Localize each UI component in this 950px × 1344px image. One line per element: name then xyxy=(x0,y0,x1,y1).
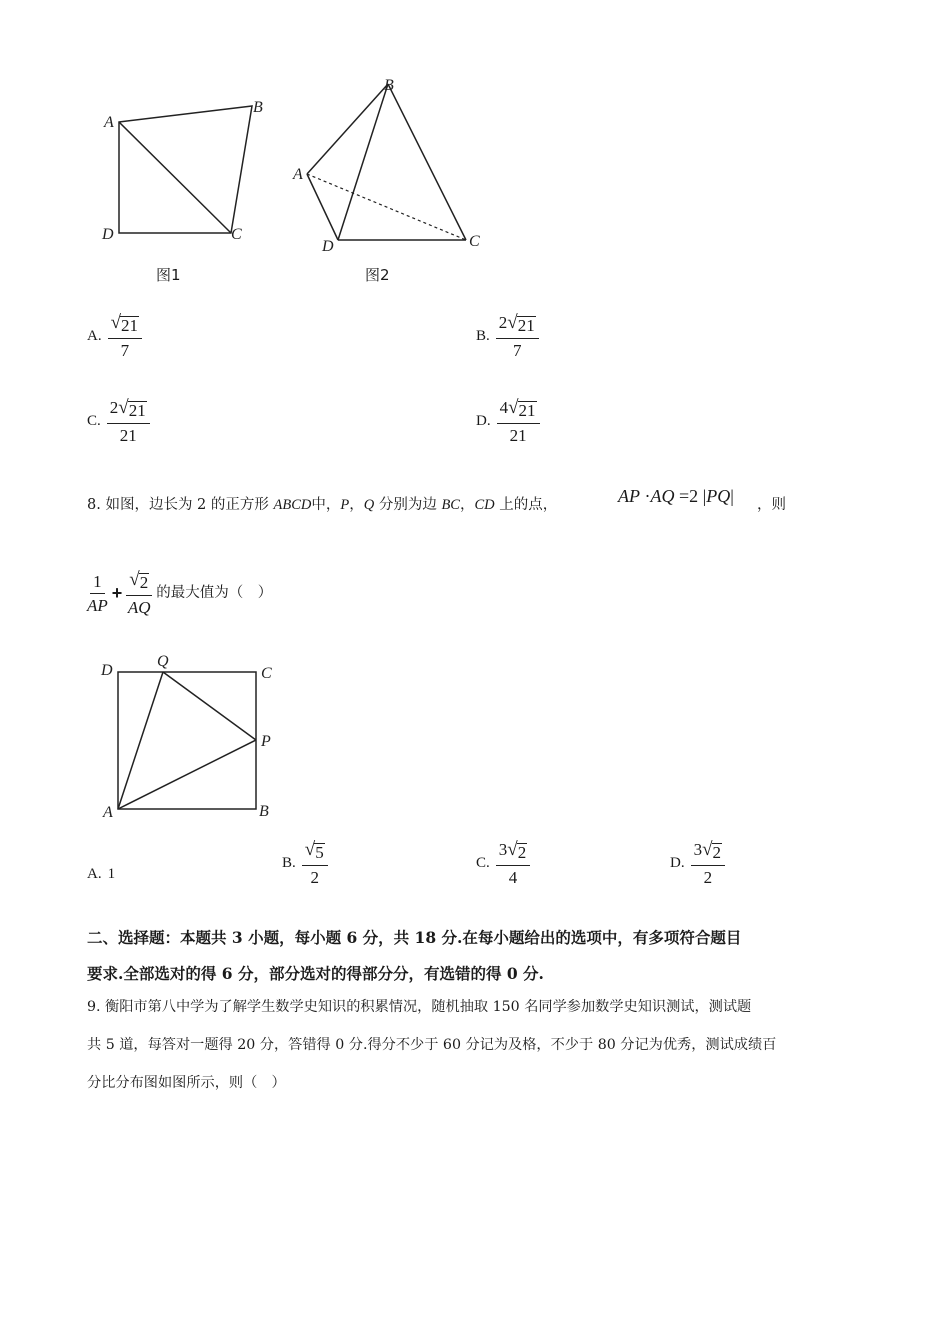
option-value: 1 xyxy=(107,866,116,882)
q9-line-3: 分比分布图如图所示，则（ ） xyxy=(87,1075,286,1091)
fig2-label-d: D xyxy=(322,238,334,255)
square-abcd xyxy=(118,672,256,809)
q7-option-a[interactable] xyxy=(87,313,142,360)
option-label: A. xyxy=(87,866,102,882)
fig2-edge-bc xyxy=(388,84,466,240)
q7-option-d[interactable] xyxy=(476,398,540,445)
option-label: D. xyxy=(476,413,491,430)
segment-ap xyxy=(118,740,256,809)
q7-option-c[interactable] xyxy=(87,398,150,445)
fig2-hidden-edge-ac xyxy=(307,174,466,240)
figure-1-caption: 图1 xyxy=(156,266,181,284)
option-label: C. xyxy=(87,413,101,430)
label-p: P xyxy=(261,733,271,750)
option-label: A. xyxy=(87,328,102,345)
question-number: 8. xyxy=(87,497,101,513)
fraction: 2 √ 21 7 xyxy=(496,313,539,360)
fig2-edge-ad xyxy=(307,174,338,240)
option-label: B. xyxy=(282,855,296,872)
fraction: 4 √ 21 21 xyxy=(497,398,540,445)
fraction-sqrt2-over-aq: √ 2 AQ xyxy=(127,569,151,617)
fraction: 3 √ 2 2 xyxy=(691,840,725,887)
figure-1 xyxy=(95,90,285,250)
fraction: √ 21 7 xyxy=(108,313,142,360)
fig1-quadrilateral xyxy=(119,106,252,233)
q9-line-2: 共 5 道，每答对一题得 20 分，答错得 0 分.得分不少于 60 分记为及格，不少于 80 分记为优秀，测试成绩百 xyxy=(87,1037,777,1053)
fig2-edge-ab xyxy=(307,84,388,174)
option-label: D. xyxy=(670,855,685,872)
figure-2-caption: 图2 xyxy=(365,266,390,284)
label-a: A xyxy=(103,804,113,821)
label-q: Q xyxy=(157,653,169,670)
fig2-edge-bd xyxy=(338,84,388,240)
section-2-heading-line-1: 二、选择题：本题共 3 小题，每小题 6 分，共 18 分.在每小题给出的选项中，有多项符合题目 xyxy=(87,928,742,947)
label-b: B xyxy=(259,803,269,820)
q8-expression: $\frac{1}{AP}$ + √ 2 AQ 的最大值为（ ） xyxy=(87,569,273,617)
q7-option-b[interactable] xyxy=(476,313,539,360)
fraction: 3 √ 2 4 xyxy=(496,840,530,887)
fig1-label-d: D xyxy=(102,226,114,243)
fraction: √ 5 2 xyxy=(302,840,328,887)
q8-square-figure xyxy=(95,650,295,825)
option-label: B. xyxy=(476,328,490,345)
q8-then: ，则 xyxy=(757,497,786,513)
fig2-label-b: B xyxy=(384,77,394,94)
q8-option-a[interactable] xyxy=(87,866,115,883)
q8-option-d[interactable] xyxy=(670,840,725,887)
figure-2 xyxy=(285,70,495,255)
q8-stem-line: 8. 如图，边长为 2 的正方形 ABCD中，P，Q 分别为边 BC，CD 上的点， xyxy=(87,497,558,513)
segment-qp xyxy=(163,672,256,740)
q9-line-1: 9. 衡阳市第八中学为了解学生数学史知识的积累情况，随机抽取 150 名同学参加数学史知识测试，测试题 xyxy=(87,999,752,1015)
q8-condition-formula: AP ·AQ =2 |PQ| xyxy=(618,486,734,506)
label-c: C xyxy=(261,665,272,682)
q8-option-c[interactable] xyxy=(476,840,530,887)
section-2-heading-line-2: 要求.全部选对的得 6 分，部分选对的得部分分，有选错的得 0 分. xyxy=(87,964,544,983)
fig2-label-a: A xyxy=(293,166,303,183)
fig1-label-b: B xyxy=(253,99,263,116)
fig1-diagonal-ac xyxy=(119,122,231,233)
fraction-1-over-ap: $\frac{1}{AP}$ xyxy=(87,571,108,616)
label-d: D xyxy=(101,662,113,679)
fig2-label-c: C xyxy=(469,233,480,250)
q8-option-b[interactable] xyxy=(282,840,328,887)
fig1-label-a: A xyxy=(104,114,114,131)
option-label: C. xyxy=(476,855,490,872)
segment-aq xyxy=(118,672,163,809)
fig1-label-c: C xyxy=(231,226,242,243)
fraction: 2 √ 21 21 xyxy=(107,398,150,445)
